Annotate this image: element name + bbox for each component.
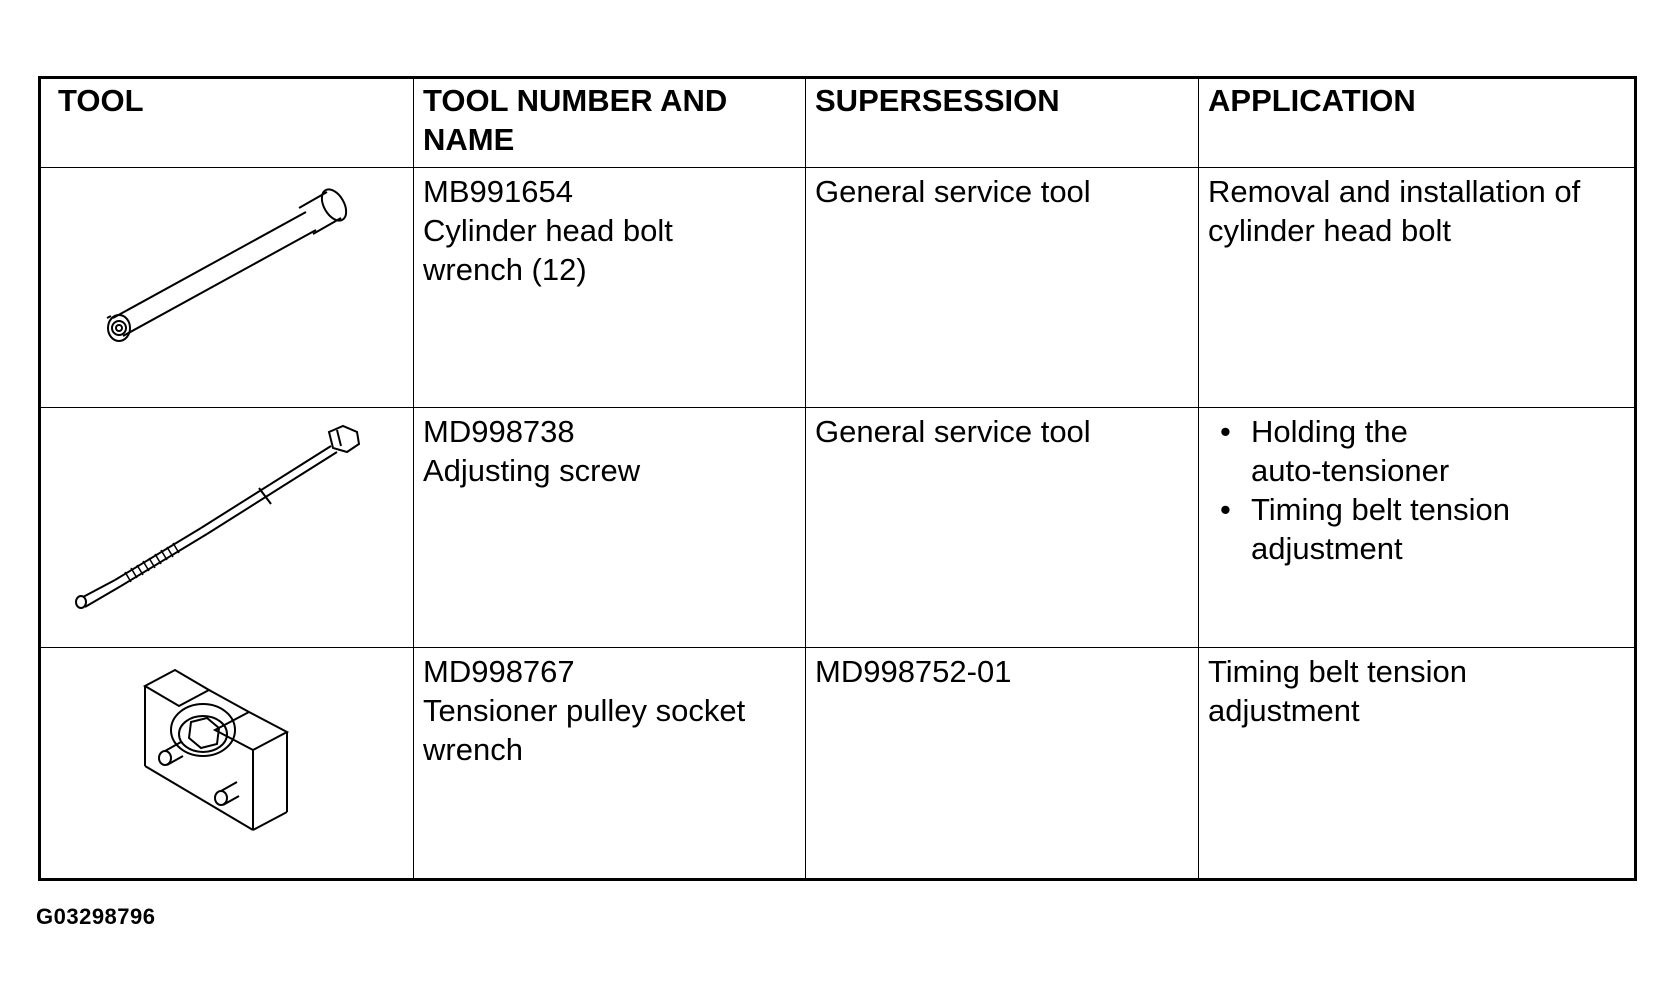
tool-image-cell — [40, 408, 414, 648]
header-tool-number-and-name — [414, 78, 806, 168]
tool-name-line1: Tensioner pulley socket — [423, 693, 746, 728]
cylinder-head-bolt-wrench-icon — [41, 168, 411, 403]
list-item — [1208, 490, 1626, 568]
table-row — [40, 408, 1636, 648]
application-line1: Timing belt tension — [1208, 654, 1468, 689]
table-header-row — [40, 78, 1636, 168]
table-row — [40, 648, 1636, 880]
table-row — [40, 168, 1636, 408]
figure-id: G03298796 — [36, 904, 156, 929]
list-item-line1: Holding the — [1251, 414, 1408, 449]
tensioner-pulley-socket-wrench-icon — [41, 648, 411, 874]
application-cell — [1199, 168, 1636, 408]
list-item-line2: adjustment — [1251, 531, 1403, 566]
application-line2: adjustment — [1208, 693, 1360, 728]
tool-number: MD998767 — [423, 654, 575, 689]
tool-name-line2: wrench — [423, 732, 523, 767]
special-tools-table — [38, 76, 1637, 881]
application-line2: cylinder head bolt — [1208, 213, 1451, 248]
tool-name-line2: wrench (12) — [423, 252, 587, 287]
bullet-icon: • — [1220, 492, 1231, 527]
tool-number-cell — [414, 168, 806, 408]
supersession-cell: General service tool — [806, 408, 1199, 648]
application-list — [1208, 412, 1626, 568]
header-tool-number-line2: NAME — [423, 122, 515, 157]
tool-image-cell — [40, 648, 414, 880]
bullet-icon: • — [1220, 414, 1231, 449]
tool-number: MD998738 — [423, 414, 575, 449]
header-tool-number-line1: TOOL NUMBER AND — [423, 83, 728, 118]
supersession-cell: MD998752-01 — [806, 648, 1199, 880]
header-supersession: SUPERSESSION — [806, 78, 1199, 168]
tool-number-cell — [414, 408, 806, 648]
tool-image-cell — [40, 168, 414, 408]
tool-name-line1: Adjusting screw — [423, 453, 641, 488]
supersession-cell: General service tool — [806, 168, 1199, 408]
header-tool: TOOL — [40, 78, 414, 168]
list-item-line2: auto-tensioner — [1251, 453, 1450, 488]
application-line1: Removal and installation of — [1208, 174, 1581, 209]
application-cell — [1199, 408, 1636, 648]
tool-number-cell — [414, 648, 806, 880]
tool-name-line1: Cylinder head bolt — [423, 213, 673, 248]
application-cell — [1199, 648, 1636, 880]
list-item — [1208, 412, 1626, 490]
tool-number: MB991654 — [423, 174, 573, 209]
header-application: APPLICATION — [1199, 78, 1636, 168]
list-item-line1: Timing belt tension — [1251, 492, 1511, 527]
adjusting-screw-icon — [41, 408, 411, 643]
